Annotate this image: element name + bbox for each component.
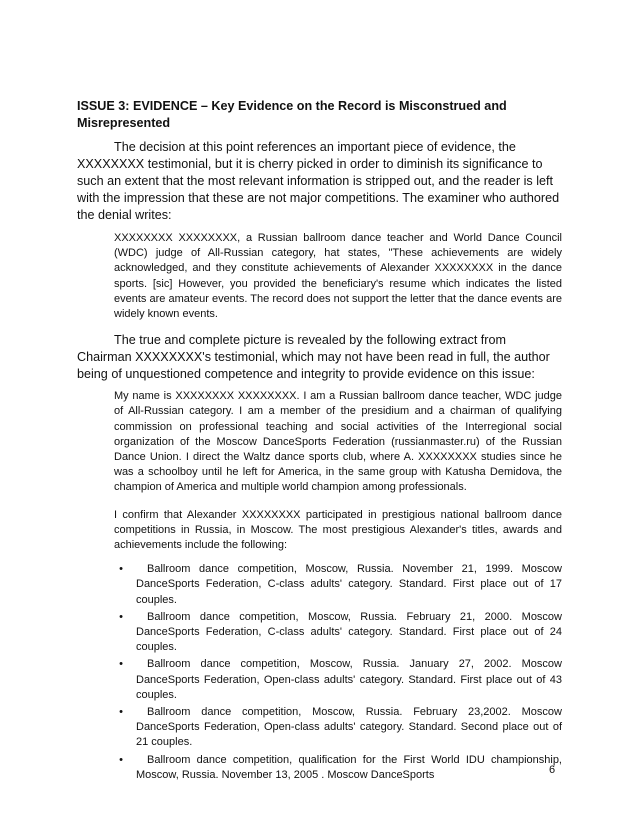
list-item-text: Ballroom dance competition, qualification for the First World IDU championship, Moscow, Russia. November 13, 2005 . Moscow DanceSports [136,753,562,781]
list-item-text: Ballroom dance competition, Moscow, Russia. November 21, 1999. Moscow DanceSports Federation, C-class adults' category. Standard. First place out of 17 couples. [136,563,562,606]
paragraph-intro: The decision at this point references an important piece of evidence, the XXXXXXXX testimonial, but it is cherry picked in order to diminish its significance to such an extent that the most relevant information is stripped out, and the reader is left with the impression that these are not major competitions. The examiner who authored the denial writes: [77,140,560,222]
list-item-text: Ballroom dance competition, Moscow, Russia. February 23,2002. Moscow DanceSports Federation, Open-class adults' category. Standard. Second place out of 21 couples. [136,706,562,749]
achievements-list [114,562,562,783]
bullet-icon: • [119,658,123,671]
bullet-icon: • [119,753,123,766]
section-heading: ISSUE 3: EVIDENCE – Key Evidence on the Record is Misconstrued and Misrepresented [77,99,507,130]
page-content [77,98,562,785]
list-item [114,562,562,608]
list-item-text: Ballroom dance competition, Moscow, Russia. February 21, 2000. Moscow DanceSports Federation, C-class adults' category. Standard. First place out of 24 couples. [136,610,562,654]
bullet-icon: • [119,610,123,623]
block-quote-testimonial: My name is XXXXXXXX XXXXXXXX. I am a Russian ballroom dance teacher, WDC judge of All-Russian category. I am a member of the presidium and a chairman of qualifying commission on professional teaching and social activities of the Interregional social organization of the Moscow DanceSports Federation (russianmaster.ru) of the Russian Dance Union. I direct the Waltz dance sports club, where A. XXXXXXXX studies since he was a schoolboy until he left for America, in the same group with Katusha Demidova, the champion of America and multiple world champion among professionals. [114,390,562,494]
page-number: 6 [549,764,556,776]
list-item [114,610,562,656]
block-quote-denial: XXXXXXXX XXXXXXXX, a Russian ballroom dance teacher and World Dance Council (WDC) judge of All-Russian category, hat states, "These achievements are widely acknowledged, and they constitute achievements of Alexander XXXXXXXX in the dance sports. [sic] However, you provided the beneficiary's resume which indicates the listed events are amateur events. The record does not support the letter that the dance events are widely known events. [114,232,562,321]
list-item [114,657,562,703]
bullet-icon: • [119,706,123,719]
paragraph-true-picture: The true and complete picture is revealed by the following extract from Chairman XXXXXXXX's testimonial, which may not have been read in full, the author being of unquestioned competence and integrity to provide evidence on this issue: [77,333,550,382]
bullet-icon: • [119,563,123,576]
list-item [114,753,562,783]
list-item [114,705,562,751]
list-item-text: Ballroom dance competition, Moscow, Russia. January 27, 2002. Moscow DanceSports Federation, Open-class adults' category. Standard. First place out of 43 couples. [136,658,562,701]
block-quote-confirmation: I confirm that Alexander XXXXXXXX participated in prestigious national ballroom dance competitions in Russia, in Moscow. The most prestigious Alexander's titles, awards and achievements include the following: [114,508,562,552]
